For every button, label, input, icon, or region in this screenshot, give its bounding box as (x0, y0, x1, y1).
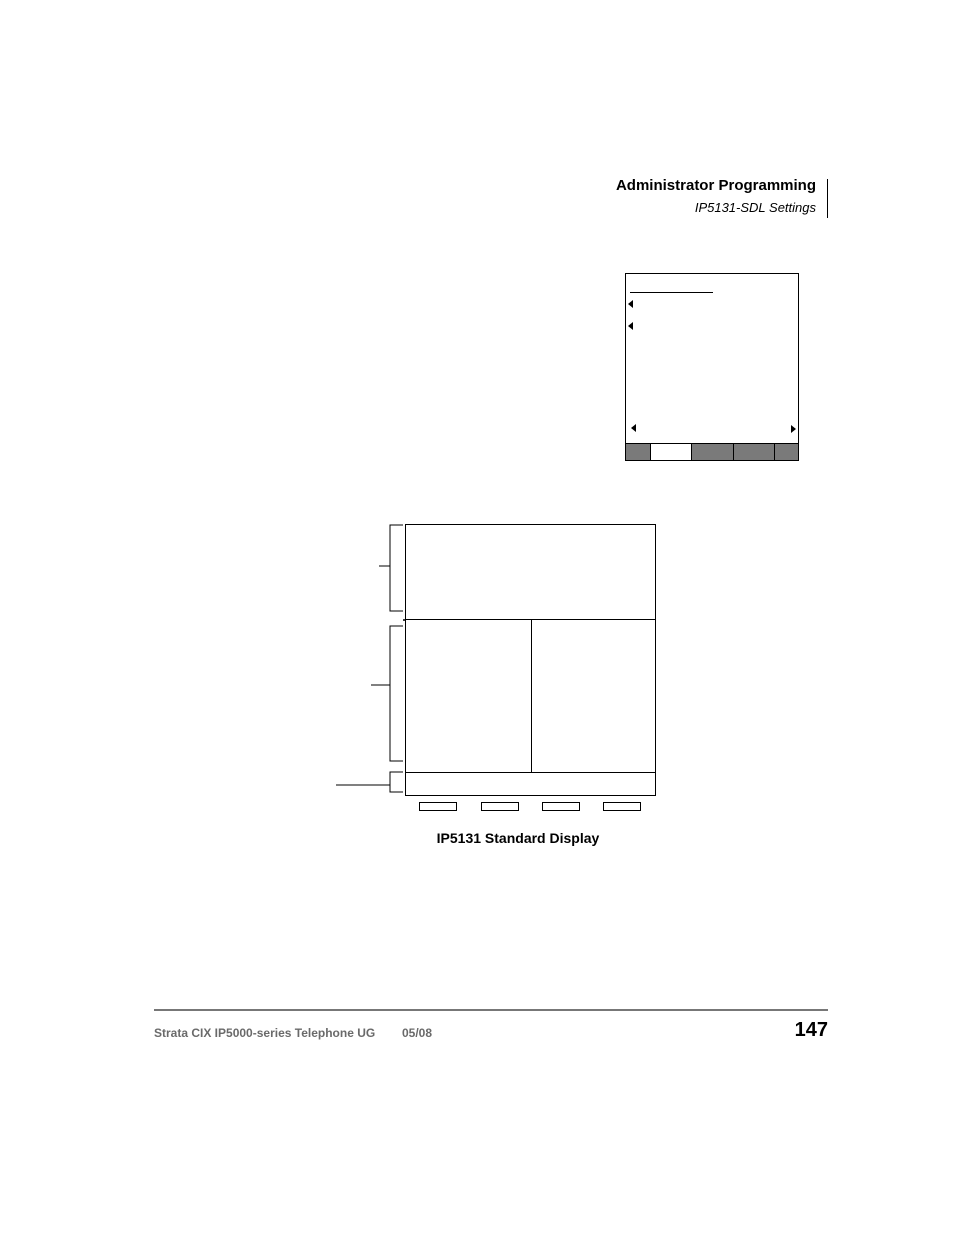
softkey-button (542, 802, 580, 811)
bracket-bottom-area (390, 772, 403, 792)
softkey-button (603, 802, 641, 811)
footer-date: 05/08 (402, 1026, 433, 1040)
left-arrow-icon (628, 300, 633, 308)
left-arrow-icon (628, 322, 633, 330)
subsection-title: IP5131-SDL Settings (694, 200, 816, 215)
standard-display-diagram (405, 524, 656, 796)
page-right-arrow-icon (791, 425, 796, 433)
phone-screen-illustration (625, 273, 799, 461)
footer-rule (154, 1009, 828, 1011)
page-number: 147 (794, 1019, 828, 1041)
softkey (626, 444, 651, 460)
callout-brackets (330, 520, 410, 800)
screen-title-underline (630, 292, 713, 293)
bracket-top-area (390, 525, 403, 611)
figure-caption: IP5131 Standard Display (436, 830, 600, 846)
header-rule (827, 179, 828, 218)
softkey (734, 444, 775, 460)
section-title: Administrator Programming (615, 177, 816, 194)
softkey-selected (651, 444, 692, 460)
display-column-divider (531, 620, 532, 772)
softkey-button (419, 802, 457, 811)
display-bottom-divider (406, 772, 655, 773)
softkey-button (481, 802, 519, 811)
softkey (775, 444, 798, 460)
softkey (692, 444, 734, 460)
footer-document-title: Strata CIX IP5000-series Telephone UG (154, 1026, 376, 1040)
page-left-arrow-icon (631, 424, 636, 432)
softkey-bar (626, 443, 798, 460)
bracket-middle-area (390, 626, 403, 761)
